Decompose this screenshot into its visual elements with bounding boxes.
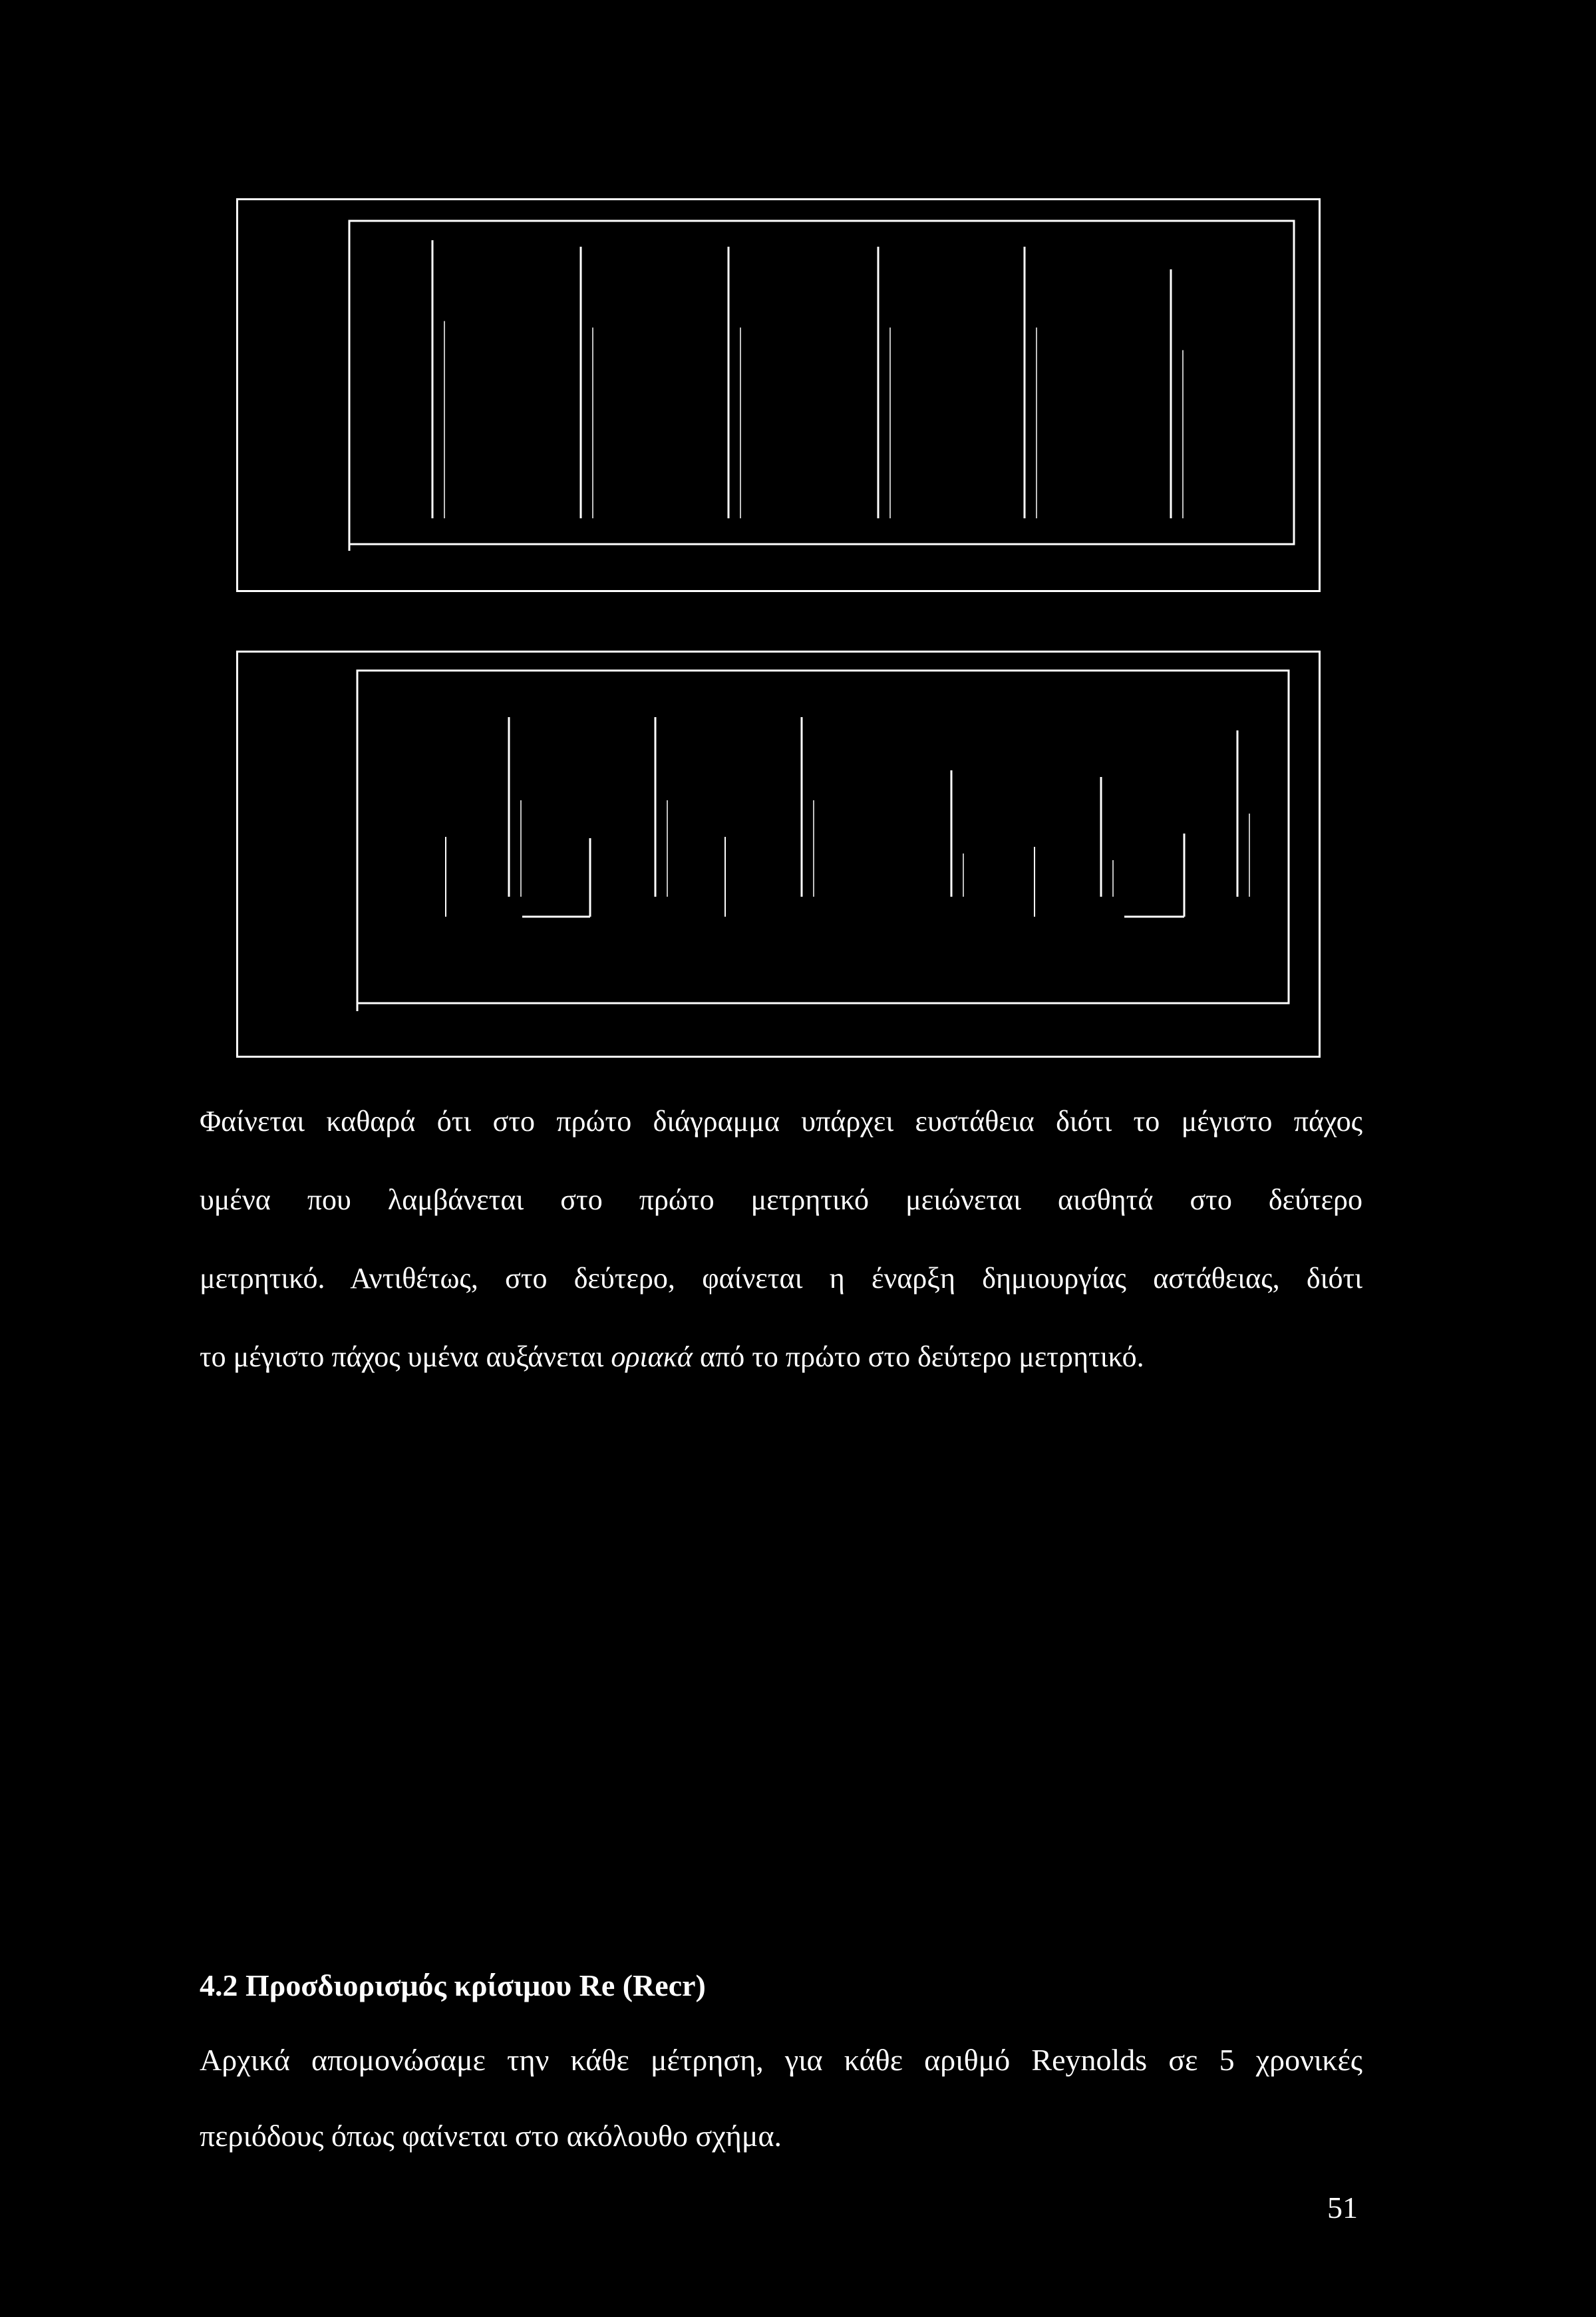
figure-top-spikes: [432, 240, 1183, 518]
section-heading: 4.2 Προσδιορισμός κρίσιμου Re (Recr): [200, 1968, 706, 2002]
figure-bottom-plot: [236, 651, 1321, 1058]
paragraph-1-line-4-start: το μέγιστο πάχος υμένα αυξάνεται: [200, 1340, 611, 1373]
page-number: 51: [1327, 2191, 1358, 2225]
figure-top-plot: [236, 198, 1321, 592]
figure-top-plot-area: [349, 221, 1294, 544]
paragraph-2-line-1: Αρχικά απομονώσαμε την κάθε μέτρηση, για κάθε αριθμό Reynolds σε 5 χρονικές: [200, 2043, 1362, 2077]
figure-top: [236, 198, 1321, 592]
paragraph-1: [200, 1104, 1362, 1397]
paragraph-1-line-1: Φαίνεται καθαρά ότι στο πρώτο διάγραμμα υπάρχει ευστάθεια διότι το μέγιστο πάχος: [200, 1105, 1362, 1138]
paragraph-1-line-4-end: από το πρώτο στο δεύτερο μετρητικό.: [692, 1340, 1144, 1373]
paragraph-1-line-2: υμένα που λαμβάνεται στο πρώτο μετρητικό μειώνεται αισθητά στο δεύτερο: [200, 1183, 1362, 1216]
figure-bottom: [236, 651, 1321, 1058]
figure-bottom-outer-frame: [238, 652, 1320, 1057]
paragraph-2: [200, 2042, 1362, 2189]
figure-bottom-plot-area: [357, 671, 1289, 1003]
paragraph-1-line-4: [200, 1340, 1144, 1374]
figure-bottom-spikes: [509, 717, 1249, 897]
paragraph-2-line-2: περιόδους όπως φαίνεται στο ακόλουθο σχήμα.: [200, 2119, 782, 2153]
paragraph-1-line-4-italic: οριακά: [611, 1340, 693, 1373]
figure-bottom-baseline-segments: [446, 834, 1184, 917]
paragraph-1-line-3: μετρητικό. Αντιθέτως, στο δεύτερο, φαίνεται η έναρξη δημιουργίας αστάθειας, διότι: [200, 1262, 1362, 1295]
figure-top-outer-frame: [238, 200, 1320, 591]
